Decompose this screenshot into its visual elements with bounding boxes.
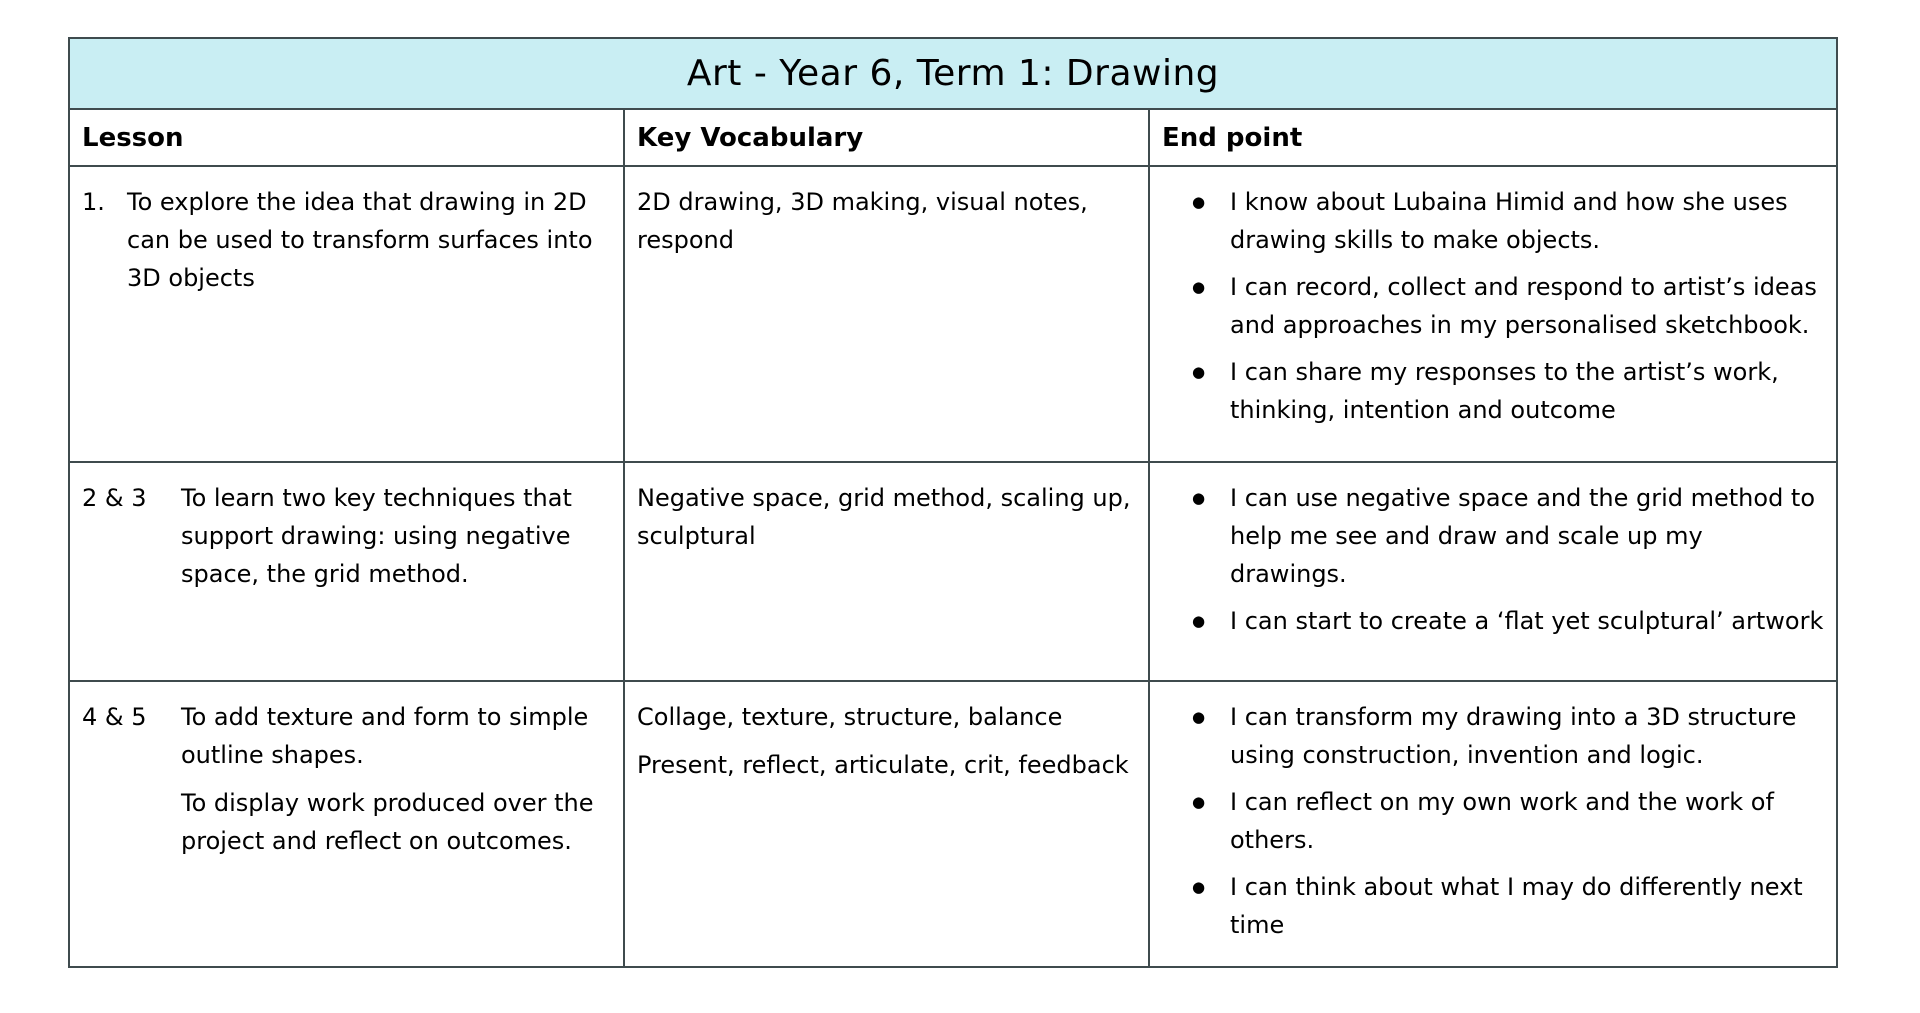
endpoint-list	[1162, 698, 1824, 944]
endpoint-item	[1162, 698, 1824, 774]
endpoint-text: I can record, collect and respond to artist’s ideas and approaches in my personalised sketchbook.	[1230, 273, 1817, 339]
bullet-icon: ●	[1192, 793, 1206, 811]
endpoint-item	[1162, 479, 1824, 593]
lesson-objective	[127, 183, 611, 297]
curriculum-table	[68, 37, 1838, 968]
endpoint-item	[1162, 602, 1824, 640]
table-row	[69, 462, 1837, 681]
endpoint-item	[1162, 783, 1824, 859]
endpoint-text: I can share my responses to the artist’s work, thinking, intention and outcome	[1230, 358, 1779, 424]
endpoint-item	[1162, 353, 1824, 429]
lesson-objective	[181, 698, 611, 860]
lesson-cell	[69, 166, 624, 462]
column-header-lesson: Lesson	[69, 109, 624, 166]
endpoint-list	[1162, 183, 1824, 429]
lesson-number: 1.	[82, 188, 105, 216]
endpoint-text: I can use negative space and the grid method to help me see and draw and scale up my drawings.	[1230, 484, 1816, 588]
lesson-cell	[69, 462, 624, 681]
endpoint-cell	[1149, 681, 1837, 967]
column-header-vocabulary: Key Vocabulary	[624, 109, 1149, 166]
column-header-endpoint: End point	[1149, 109, 1837, 166]
column-header-row	[69, 109, 1837, 166]
lesson-objective	[181, 479, 611, 593]
bullet-icon: ●	[1192, 489, 1206, 507]
vocabulary-cell	[624, 681, 1149, 967]
endpoint-item	[1162, 868, 1824, 944]
page-title: Art - Year 6, Term 1: Drawing	[69, 38, 1837, 109]
vocabulary-cell	[624, 166, 1149, 462]
bullet-icon: ●	[1192, 878, 1206, 896]
title-row	[69, 38, 1837, 109]
endpoint-text: I can start to create a ‘flat yet sculptural’ artwork	[1230, 607, 1824, 635]
table-row	[69, 166, 1837, 462]
lesson-cell	[69, 681, 624, 967]
lesson-objective-text: To display work produced over the project and reflect on outcomes.	[181, 789, 594, 855]
vocabulary-text: Negative space, grid method, scaling up, sculptural	[637, 484, 1131, 550]
lesson-entry	[82, 698, 611, 860]
endpoint-text: I can think about what I may do differently next time	[1230, 873, 1803, 939]
lesson-number: 2 & 3	[82, 484, 147, 512]
endpoint-list	[1162, 479, 1824, 640]
lesson-objective-text: To explore the idea that drawing in 2D can be used to transform surfaces into 3D objects	[127, 188, 593, 292]
lesson-number: 4 & 5	[82, 703, 147, 731]
bullet-icon: ●	[1192, 708, 1206, 726]
bullet-icon: ●	[1192, 612, 1206, 630]
bullet-icon: ●	[1192, 363, 1206, 381]
vocabulary-text: Collage, texture, structure, balance	[637, 703, 1063, 731]
endpoint-cell	[1149, 462, 1837, 681]
endpoint-text: I can transform my drawing into a 3D structure using construction, invention and logic.	[1230, 703, 1797, 769]
endpoint-cell	[1149, 166, 1837, 462]
endpoint-text: I can reflect on my own work and the work of others.	[1230, 788, 1774, 854]
endpoint-text: I know about Lubaina Himid and how she uses drawing skills to make objects.	[1230, 188, 1788, 254]
table-row	[69, 681, 1837, 967]
bullet-icon: ●	[1192, 278, 1206, 296]
vocabulary-text: 2D drawing, 3D making, visual notes, respond	[637, 188, 1088, 254]
endpoint-item	[1162, 268, 1824, 344]
lesson-objective-text: To learn two key techniques that support drawing: using negative space, the grid method.	[181, 484, 572, 588]
bullet-icon: ●	[1192, 193, 1206, 211]
lesson-entry	[82, 479, 611, 593]
lesson-entry	[82, 183, 611, 297]
lesson-objective-text: To add texture and form to simple outline shapes.	[181, 703, 589, 769]
vocabulary-cell	[624, 462, 1149, 681]
vocabulary-text: Present, reflect, articulate, crit, feedback	[637, 751, 1129, 779]
endpoint-item	[1162, 183, 1824, 259]
